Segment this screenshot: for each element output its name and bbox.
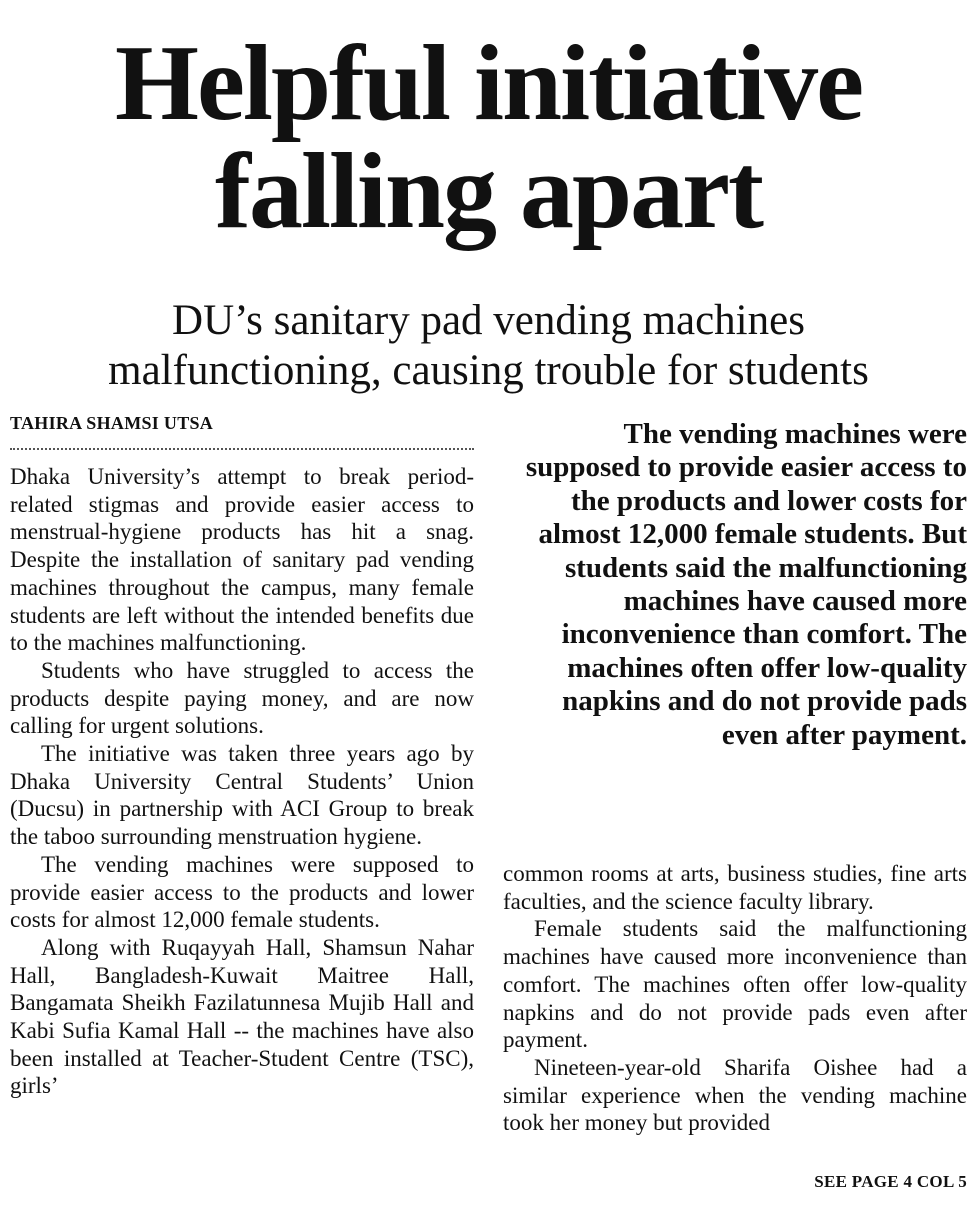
byline-divider [10, 448, 474, 450]
body-paragraph: Students who have struggled to access the products despite paying money, and are now calling for urgent solutions. [10, 657, 474, 739]
headline [0, 24, 977, 251]
continued-jump-line: SEE PAGE 4 COL 5 [814, 1172, 967, 1191]
body-paragraph: Nineteen-year-old Sharifa Oishee had a similar experience when the vending machine took her money but provided [503, 1054, 967, 1136]
body-paragraph: The vending machines were supposed to provide easier access to the products and lower costs for almost 12,000 female students. [10, 851, 474, 933]
headline-line-2: falling apart [214, 132, 762, 251]
byline: TAHIRA SHAMSI UTSA [10, 413, 214, 433]
article-column-right [503, 860, 967, 1137]
body-paragraph: Female students said the malfunctioning machines have caused more inconvenience than comfort. The machines often offer low-quality napkins and do not provide pads even after payment. [503, 916, 967, 1053]
subheadline-line-2: malfunctioning, causing trouble for students [108, 347, 869, 394]
pull-quote: The vending machines were supposed to provide easier access to the products and lower costs for almost 12,000 female students. But students said the malfunctioning machines have caused more inconvenience than comfort. The machines often offer low-quality napkins and do not provide pads even after payment. [525, 418, 967, 751]
headline-line-1: Helpful initiative [115, 24, 862, 143]
subheadline [0, 296, 977, 396]
body-paragraph: Dhaka University’s attempt to break period-related stigmas and provide easier access to menstrual-hygiene products has hit a snag. Despite the installation of sanitary pad vending machines throughout the campus, many female students are left without the intended benefits due to the machines malfunctioning. [10, 464, 474, 656]
body-paragraph: common rooms at arts, business studies, fine arts faculties, and the science faculty library. [503, 861, 967, 914]
body-paragraph: Along with Ruqayyah Hall, Shamsun Nahar Hall, Bangladesh-Kuwait Maitree Hall, Bangamata Sheikh Fazilatunnesa Mujib Hall and Kabi Sufia Kamal Hall -- the machines have also been installed at Teacher-Student Centre (TSC), girls’ [10, 934, 474, 1099]
subheadline-line-1: DU’s sanitary pad vending machines [172, 297, 805, 344]
article-column-left [10, 463, 474, 1100]
body-paragraph: The initiative was taken three years ago by Dhaka University Central Students’ Union (Ducsu) in partnership with ACI Group to break the taboo surrounding menstruation hygiene. [10, 741, 474, 850]
